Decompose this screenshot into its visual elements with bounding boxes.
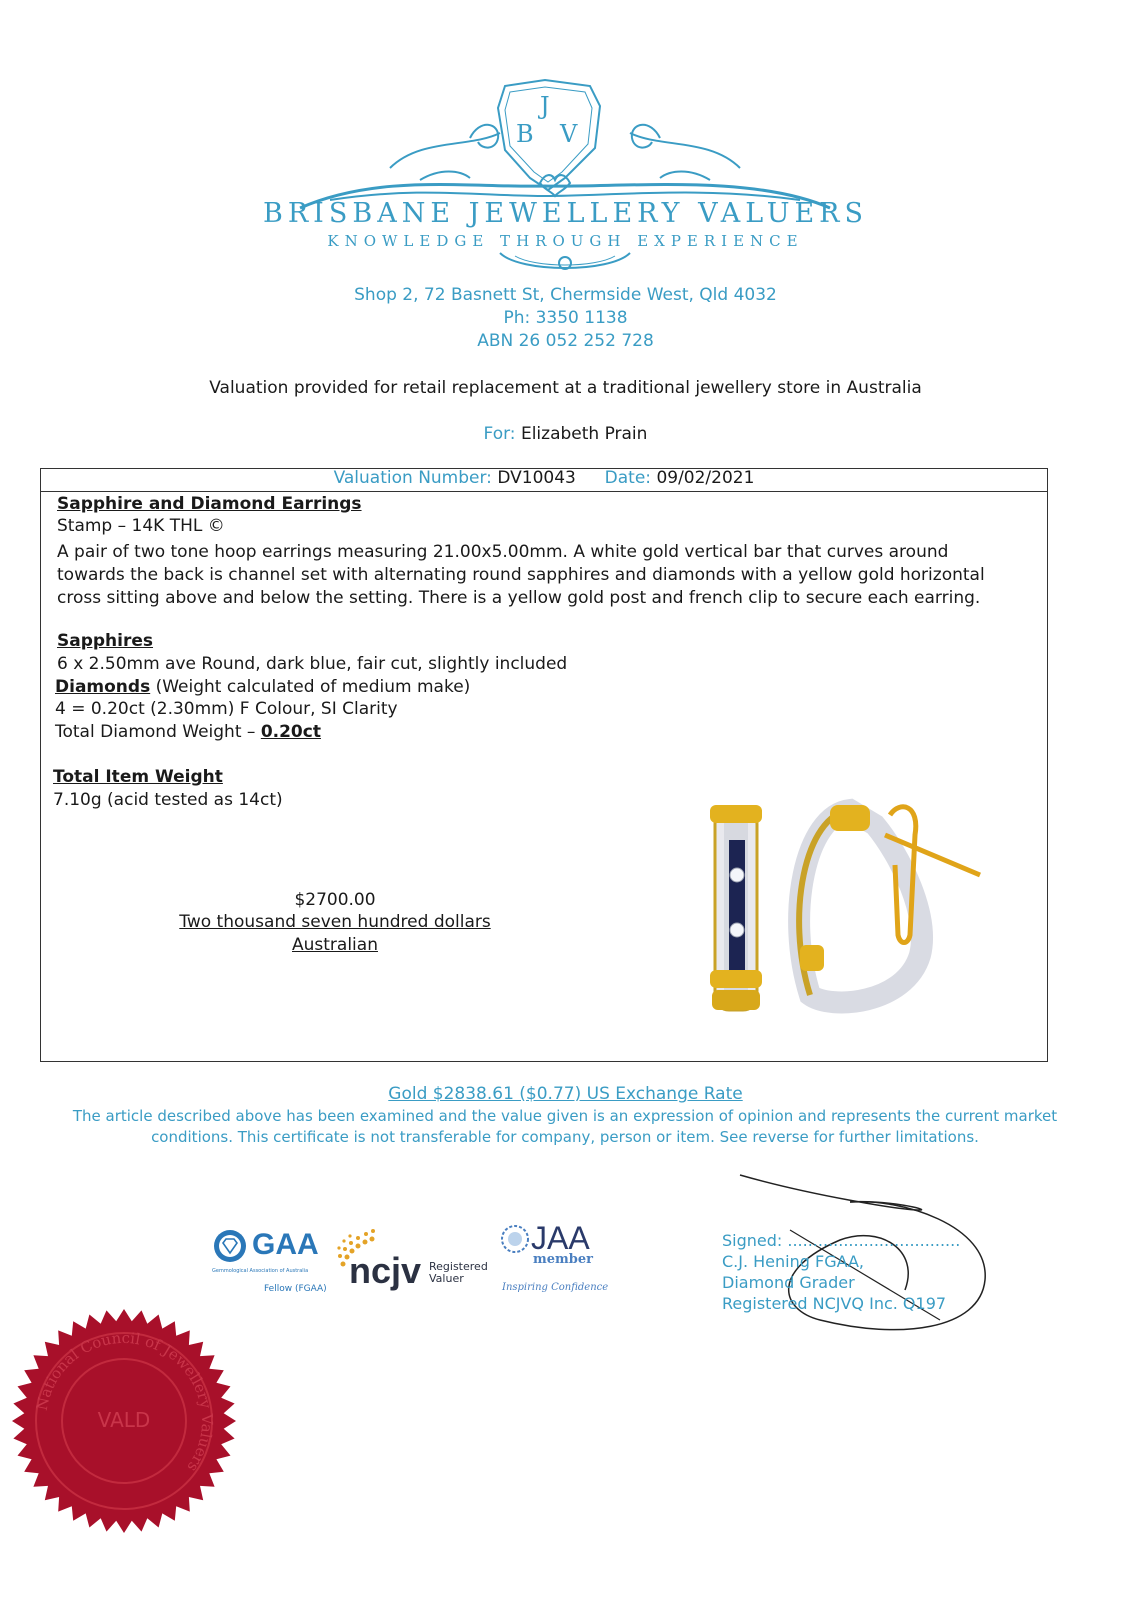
business-abn: ABN 26 052 252 728 (477, 331, 654, 351)
valuation-date-label: Date: (604, 468, 652, 488)
item-value-currency: Australian (292, 935, 378, 955)
logo-monogram-v: V (560, 120, 578, 148)
total-diamond-label: Total Diamond Weight – (55, 722, 256, 742)
valuation-date: 09/02/2021 (656, 468, 755, 488)
total-diamond-value: 0.20ct (260, 722, 321, 742)
item-stamp: Stamp – 14K THL © (57, 516, 225, 536)
seal-center-text: VALD (97, 1408, 151, 1432)
item-description-line: towards the back is channel set with alternating round sapphires and diamonds with a yellow gold horizontal (57, 565, 985, 585)
logo-monogram-b: B (516, 120, 534, 148)
signed-label: Signed: .................................. (722, 1231, 961, 1250)
client-label: For: (483, 424, 516, 444)
earrings-photo (700, 795, 1000, 1025)
logo-monogram-j: J (540, 92, 550, 120)
client-line (0, 424, 1131, 444)
business-tagline: KNOWLEDGE THROUGH EXPERIENCE (327, 232, 804, 250)
jaa-slogan: Inspiring Confidence (502, 1282, 609, 1293)
company-logo (0, 78, 1131, 288)
jaa-diamond-icon (500, 1224, 530, 1254)
ncjv-badge (335, 1228, 505, 1298)
seal-ring-textpath: National Council of Jewellery Valuers (32, 1328, 217, 1476)
signer-name: C.J. Hening FGAA, (722, 1252, 865, 1271)
diamonds-heading: Diamonds (55, 677, 151, 697)
red-seal (8, 1305, 240, 1537)
gaa-subtitle: Gemmological Association of Australia (212, 1268, 309, 1274)
jaa-badge (500, 1220, 610, 1300)
business-name: BRISBANE JEWELLERY VALUERS (263, 198, 868, 229)
jaa-member: member (533, 1252, 593, 1267)
total-weight-heading: Total Item Weight (53, 767, 223, 787)
gaa-name: GAA (252, 1228, 319, 1261)
valuation-number-label: Valuation Number: (333, 468, 492, 488)
item-description-line: cross sitting above and below the setting. There is a yellow gold post and french clip to secure each earring. (57, 588, 981, 608)
exchange-rate: Gold $2838.61 ($0.77) US Exchange Rate (388, 1084, 743, 1104)
item-value: $2700.00 (294, 890, 376, 910)
ncjv-caption (429, 1261, 488, 1285)
diamonds-detail: 4 = 0.20ct (2.30mm) F Colour, SI Clarity (55, 699, 398, 719)
diamonds-line (55, 676, 470, 698)
gaa-fellow: Fellow (FGAA) (264, 1284, 327, 1294)
item-value-words: Two thousand seven hundred dollars (179, 912, 491, 932)
jaa-name: JAA (531, 1220, 590, 1256)
total-diamond-line (55, 721, 321, 743)
diamonds-note: (Weight calculated of medium make) (155, 677, 471, 697)
sapphires-heading: Sapphires (57, 631, 154, 651)
valuation-purpose: Valuation provided for retail replacement at a traditional jewellery store in Australia (209, 378, 922, 398)
ncjv-line2: Valuer (429, 1272, 464, 1285)
ncjv-name: ncjv (349, 1250, 422, 1291)
gaa-badge (212, 1228, 327, 1298)
business-address: Shop 2, 72 Basnett St, Chermside West, Qld 4032 (354, 285, 777, 305)
total-weight-detail: 7.10g (acid tested as 14ct) (53, 790, 283, 810)
signer-registration: Registered NCJVQ Inc. Q197 (722, 1294, 947, 1313)
ncjv-line1: Registered (429, 1260, 488, 1273)
item-description-line: A pair of two tone hoop earrings measuring 21.00x5.00mm. A white gold vertical bar that curves around (57, 542, 949, 562)
disclaimer: The article described above has been examined and the value given is an expression of opinion and represents the current market conditions. This certificate is not transferable for company, person or item. See reverse for further limitations. (72, 1107, 1058, 1146)
signer-role: Diamond Grader (722, 1273, 855, 1292)
signature-block (722, 1230, 960, 1314)
client-name: Elizabeth Prain (520, 424, 648, 444)
business-phone: Ph: 3350 1138 (503, 308, 628, 328)
item-title: Sapphire and Diamond Earrings (57, 494, 362, 514)
sapphires-detail: 6 x 2.50mm ave Round, dark blue, fair cut, slightly included (57, 654, 568, 674)
valuation-header (40, 468, 1048, 492)
valuation-number: DV10043 (497, 468, 576, 488)
gaa-diamond-icon (212, 1228, 248, 1264)
